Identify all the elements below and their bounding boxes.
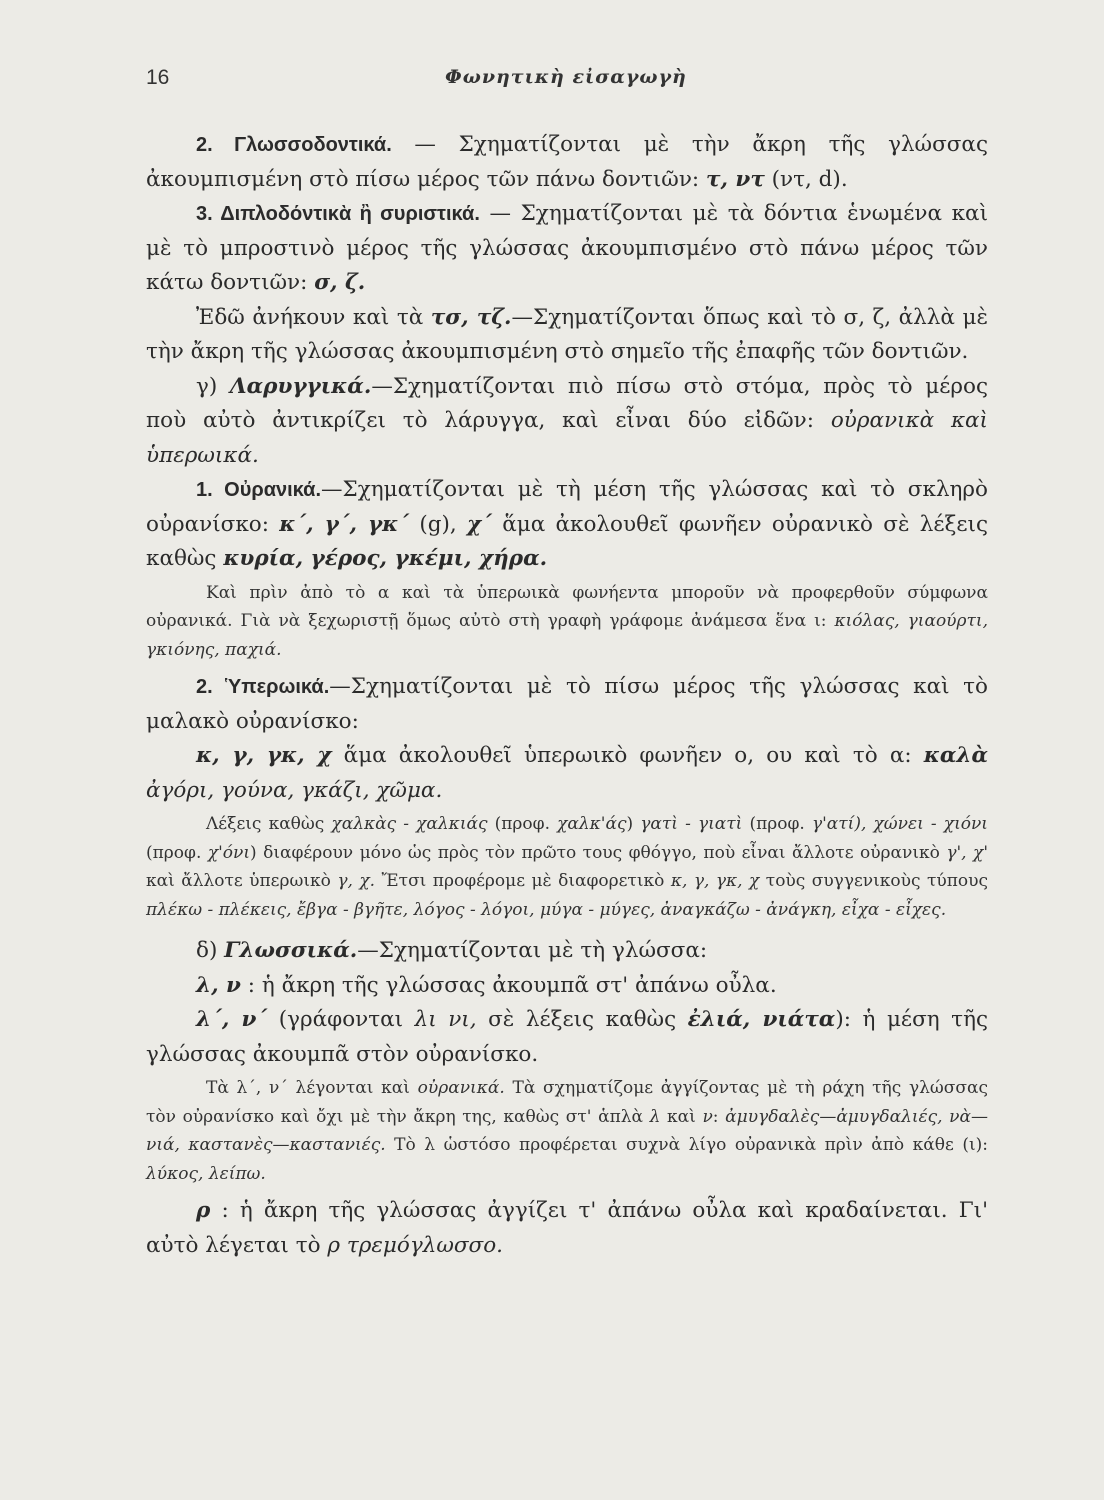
paragraph-text: (ντ, d). [764,166,848,192]
note-text: (προφ. [742,814,812,834]
letters: τ, ντ [705,166,765,192]
note-text: Λέξεις καθὼς [206,814,332,834]
letters: σ, ζ. [314,270,366,295]
letters: ρ [327,1232,341,1258]
section-label: 2. Γλωσσοδοντικά. [196,134,392,156]
paragraph-text: — Σχηματίζονται μὲ τὴν ἄκρη τῆς γλώσσας ἀκουμπισμένη στὸ πίσω μέρος τῶν πάνω δοντιῶν: [146,132,988,192]
letters: κ, γ, γκ, χ [196,743,332,768]
paragraph-text: —Σχηματίζονται μὲ τὴ γλώσσα: [357,938,708,963]
running-head [146,66,986,100]
paragraph-text: —Σχηματίζονται μὲ τὴ μέση τῆς γλώσσας καὶ τὸ σκληρὸ οὐρανίσκο: [146,477,988,537]
examples: γατὶ - γιατὶ [640,814,743,834]
examples: κιόλας, γιαούρτι, γκιόνης, παχιά. [146,611,988,660]
paragraph-diplodontika [146,197,988,301]
term: οὐρανικὰ καὶ ὑπερωικά. [146,408,988,468]
examples: χ'όνι [207,842,251,863]
letters: τσ, τζ. [430,304,512,330]
examples: ἐλιά, νιάτα [687,1007,836,1032]
letters: χ΄ [467,511,492,537]
examples: ἀγόρι, γούνα, γκάζι, χῶμα. [146,777,443,803]
paragraph-l-n-palatal [146,1003,988,1072]
section-label: 1. Οὐρανικά. [196,479,322,501]
section-label: 3. Διπλοδόντικὰ ἢ συριστικά. [196,203,480,225]
paragraph-text: — Σχηματίζονται μὲ τὰ δόντια ἑνωμένα καὶ μὲ τὸ μπροστινὸ μέρος τῆς γλώσσας ἀκουμπισμένο στὸ πάνω μέρος τῶν κάτω δοντιῶν: [146,201,988,295]
letters: λ΄, ν΄ [196,1007,268,1032]
letters: κ΄, γ΄, γκ΄ [279,511,410,537]
term: τρεμόγλωσσο. [340,1232,503,1258]
paragraph-text: —Σχηματίζονται ὅπως καὶ τὸ σ, ζ, ἀλλὰ μὲ τὴν ἄκρη τῆς γλώσσας ἀκουμπισμένη στὸ σημεῖο τῆς ἐπαφῆς τῶν δοντιῶν. [146,304,988,364]
paragraph-glossodontika [146,128,988,197]
letters: κ, γ, γκ, χ [670,871,760,891]
note-glossika [146,1074,988,1188]
paragraph-text: : ἡ ἄκρη τῆς γλώσσας ἀγγίζει τ' ἀπάνω οὖλα καὶ κραδαίνεται. Γι' αὐτὸ λέγεται τὸ [146,1198,988,1258]
list-marker: γ) [196,373,230,399]
examples: κυρία, γέρος, γκέμι, χήρα. [223,546,548,571]
paragraph-glossika [146,934,988,969]
examples: χαλκ'άς [557,814,627,834]
paragraph-text: —Σχηματίζονται πιὸ πίσω στὸ στόμα, πρὸς τὸ μέρος ποὺ αὐτὸ ἀντικρίζει τὸ λάρυγγα, καὶ εἶναι δύο εἰδῶν: [146,373,988,433]
examples: χαλκὰς - χαλκιάς [331,814,488,834]
section-label: Λαρυγγικά. [229,373,372,399]
paragraph-ts-tz [146,301,988,370]
page-number: 16 [146,66,170,89]
paragraph-rho [146,1194,988,1263]
note-text: Καὶ πρὶν ἀπὸ τὸ α καὶ τὰ ὑπερωικὰ φωνήεντα μποροῦν νὰ προφερθοῦν σύμφωνα οὐρανικά. Γιὰ νὰ ξεχωριστῇ ὅμως αὐτὸ στὴ γραφὴ γράφομε ἀνάμεσα ἕνα ι: [146,582,988,631]
list-marker: δ) [196,938,225,963]
examples: πλέκω - πλέκεις, ἔβγα - βγῆτε, λόγος - λόγοι, μύγα - μύγες, ἀναγκάζω - ἀνάγκη, εἶχα - εἶχες. [146,899,947,920]
note-text: Ἔτσι προφέρομε μὲ διαφορετικὸ [375,871,671,891]
note-yperoika [146,810,988,924]
letters: ν [702,1106,713,1127]
note-text: ) διαφέρουν μόνο ὡς πρὸς τὸν πρῶτο τους φθόγγο, ποὺ εἶναι ἄλλοτε οὐρανικὸ [250,842,947,863]
paragraph-text: ἅμα ἀκολουθεῖ ὑπερωικὸ φωνῆεν ο, ου καὶ τὸ α: [331,743,924,768]
letters: ρ [196,1198,211,1223]
paragraph-text: (γράφονται [267,1007,415,1032]
paragraph-text: —Σχηματίζονται μὲ τὸ πίσω μέρος τῆς γλώσσας καὶ τὸ μαλακὸ οὐρανίσκο: [146,674,988,734]
examples: καλὰ [923,743,988,768]
letters: γ', χ' [946,842,988,863]
paragraph-ouranika [146,473,988,577]
examples: ἀμυγδαλὲς—ἀμυγδαλιές, νὰ—νιά, καστανὲς—καστανιές. [146,1106,989,1155]
section-label: Γλωσσικά. [224,938,358,963]
note-text: καὶ [660,1106,703,1127]
paragraph-text: ): ἡ μέση τῆς γλώσσας ἀκουμπᾶ στὸν οὐρανίσκο. [146,1007,988,1067]
letters: λ [649,1106,661,1127]
note-text: (προφ. [487,814,558,834]
letters: γ, χ. [337,871,376,891]
paragraph-laryngika [146,370,988,474]
page-content [146,128,988,1263]
paragraph-text: Ἐδῶ ἀνήκουν καὶ τὰ [196,304,431,330]
paragraph-yperoika-letters [146,739,988,808]
paragraph-yperoika [146,670,988,739]
note-ouranika [146,579,988,665]
note-text: : [712,1106,726,1127]
paragraph-text: (g), [409,511,468,537]
paragraph-l-n [146,969,988,1004]
letters: λ, ν [196,972,241,998]
note-text: (προφ. [146,842,208,863]
paragraph-text: : ἡ ἄκρη τῆς γλώσσας ἀκουμπᾶ στ' ἀπάνω οὖλα. [240,972,777,998]
term: οὐρανικά. [417,1078,505,1098]
section-label: 2. Ὑπερωικά. [196,676,330,698]
note-text: καὶ ἄλλοτε ὑπερωικὸ [146,871,338,891]
examples: λύκος, λείπω. [146,1163,266,1184]
note-text: ) [626,814,641,834]
examples: γ'ατί), χώνει - χιόνι [811,814,988,834]
note-text: Τὰ σχηματίζομε ἀγγίζοντας μὲ τὴ ράχη τῆς γλώσσας τὸν οὐρανίσκο καὶ ὄχι μὲ τὴν ἄκρη της, καθὼς στ' ἁπλὰ [146,1078,988,1127]
paragraph-text: ἅμα ἀκολουθεῖ φωνῆεν οὐρανικὸ σὲ λέξεις καθὼς [146,511,989,571]
note-text: τοὺς συγγενικοὺς τύπους [759,871,988,891]
note-text: Τὸ λ ὡστόσο προφέρεται συχνὰ λίγο οὐρανικὰ πρὶν ἀπὸ κάθε (ι): [385,1135,988,1155]
page-title: Φωνητικὴ εἰσαγωγὴ [445,66,687,88]
note-text: Τὰ λ΄, ν΄ λέγονται καὶ [206,1078,418,1098]
examples: λι νι, [414,1007,477,1032]
paragraph-text: σὲ λέξεις καθὼς [476,1007,688,1032]
